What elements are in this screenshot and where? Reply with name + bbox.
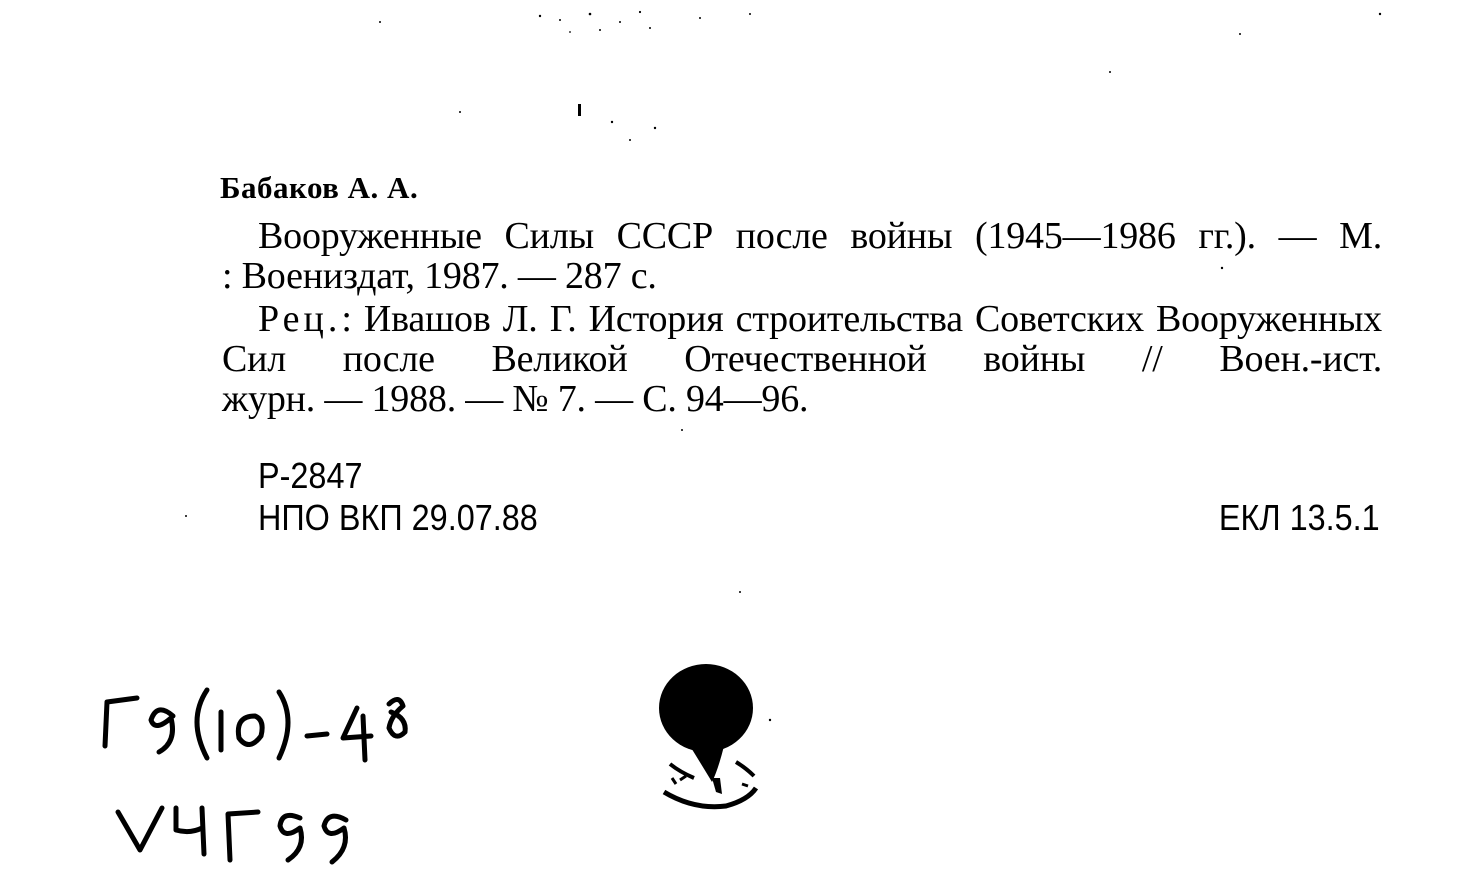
card-number: Р-2847 xyxy=(258,455,363,496)
card-source-date: НПО ВКП 29.07.88 xyxy=(258,497,538,538)
review-line-1: Рец.: Ивашов Л. Г. История строительства Советских Вооруженных xyxy=(258,298,1382,340)
review-line-2: Сил после Великой Отечественной войны // Воен.-ист. xyxy=(222,338,1382,380)
title-line: Вооруженные Силы СССР после войны (1945—1986 гг.). — М. xyxy=(258,215,1382,257)
ink-stamp-mark xyxy=(650,660,780,830)
author-heading: Бабаков А. А. xyxy=(220,170,419,205)
card-classification: ЕКЛ 13.5.1 xyxy=(1219,497,1380,538)
review-line-1-text: Ивашов Л. Г. История строительства Советских Вооруженных xyxy=(363,298,1382,340)
handwritten-shelfmark-1 xyxy=(95,676,425,766)
handwritten-shelfmark-2 xyxy=(110,790,360,870)
review-label: Рец. xyxy=(258,298,342,340)
review-line-3: журн. — 1988. — № 7. — С. 94—96. xyxy=(222,378,809,420)
imprint-line: : Воениздат, 1987. — 287 с. xyxy=(222,255,657,297)
